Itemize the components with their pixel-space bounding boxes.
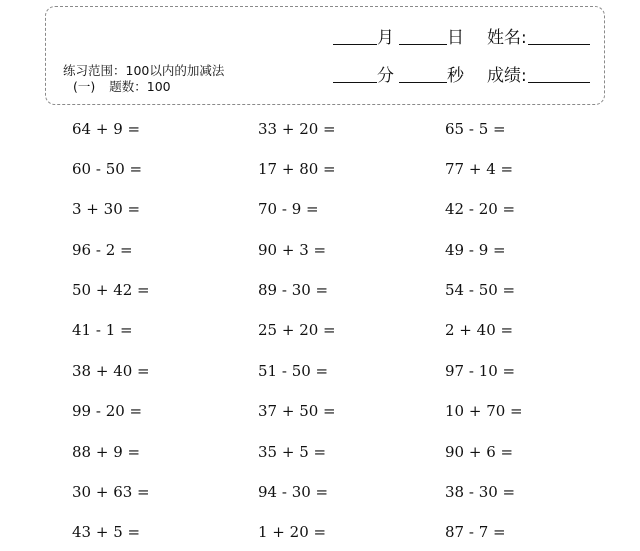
problem: 49 - 9 = <box>445 241 506 259</box>
second-field <box>399 65 464 87</box>
score-field <box>487 65 590 87</box>
second-blank[interactable] <box>399 81 447 83</box>
problem: 35 + 5 = <box>258 443 327 461</box>
problem: 1 + 20 = <box>258 523 327 541</box>
problem: 90 + 6 = <box>445 443 514 461</box>
month-field <box>333 27 394 49</box>
problem: 33 + 20 = <box>258 120 336 138</box>
problem: 43 + 5 = <box>72 523 141 541</box>
problem: 65 - 5 = <box>445 120 506 138</box>
problem: 77 + 4 = <box>445 160 514 178</box>
problem: 70 - 9 = <box>258 200 319 218</box>
problem: 42 - 20 = <box>445 200 516 218</box>
problem: 96 - 2 = <box>72 241 133 259</box>
problem: 10 + 70 = <box>445 402 523 420</box>
name-blank[interactable] <box>528 43 590 45</box>
problem: 38 + 40 = <box>72 362 150 380</box>
minute-field <box>333 65 394 87</box>
minute-label: 分 <box>377 66 394 86</box>
problem: 87 - 7 = <box>445 523 506 541</box>
problem: 94 - 30 = <box>258 483 329 501</box>
problem: 54 - 50 = <box>445 281 516 299</box>
problem: 60 - 50 = <box>72 160 143 178</box>
problem: 51 - 50 = <box>258 362 329 380</box>
problem: 38 - 30 = <box>445 483 516 501</box>
day-blank[interactable] <box>399 43 447 45</box>
problem: 50 + 42 = <box>72 281 150 299</box>
problem: 97 - 10 = <box>445 362 516 380</box>
problem: 89 - 30 = <box>258 281 329 299</box>
month-blank[interactable] <box>333 43 377 45</box>
problem: 30 + 63 = <box>72 483 150 501</box>
problem: 90 + 3 = <box>258 241 327 259</box>
score-blank[interactable] <box>528 81 590 83</box>
day-label: 日 <box>447 28 464 48</box>
group-and-count <box>73 79 171 94</box>
month-label: 月 <box>377 28 394 48</box>
second-label: 秒 <box>447 66 464 86</box>
question-count: 题数：100 <box>109 79 171 94</box>
practice-range: 练习范围：100以内的加减法 <box>63 63 225 78</box>
problem: 25 + 20 = <box>258 321 336 339</box>
day-field <box>399 27 464 49</box>
name-label: 姓名: <box>487 28 527 48</box>
group-label: (一) <box>73 79 96 94</box>
name-field <box>487 27 590 49</box>
problem: 41 - 1 = <box>72 321 133 339</box>
problem: 3 + 30 = <box>72 200 141 218</box>
minute-blank[interactable] <box>333 81 377 83</box>
problem: 2 + 40 = <box>445 321 514 339</box>
score-label: 成绩: <box>487 66 527 86</box>
problem: 64 + 9 = <box>72 120 141 138</box>
problem: 37 + 50 = <box>258 402 336 420</box>
problem: 99 - 20 = <box>72 402 143 420</box>
problem: 88 + 9 = <box>72 443 141 461</box>
worksheet-header <box>45 6 605 105</box>
problem: 17 + 80 = <box>258 160 336 178</box>
